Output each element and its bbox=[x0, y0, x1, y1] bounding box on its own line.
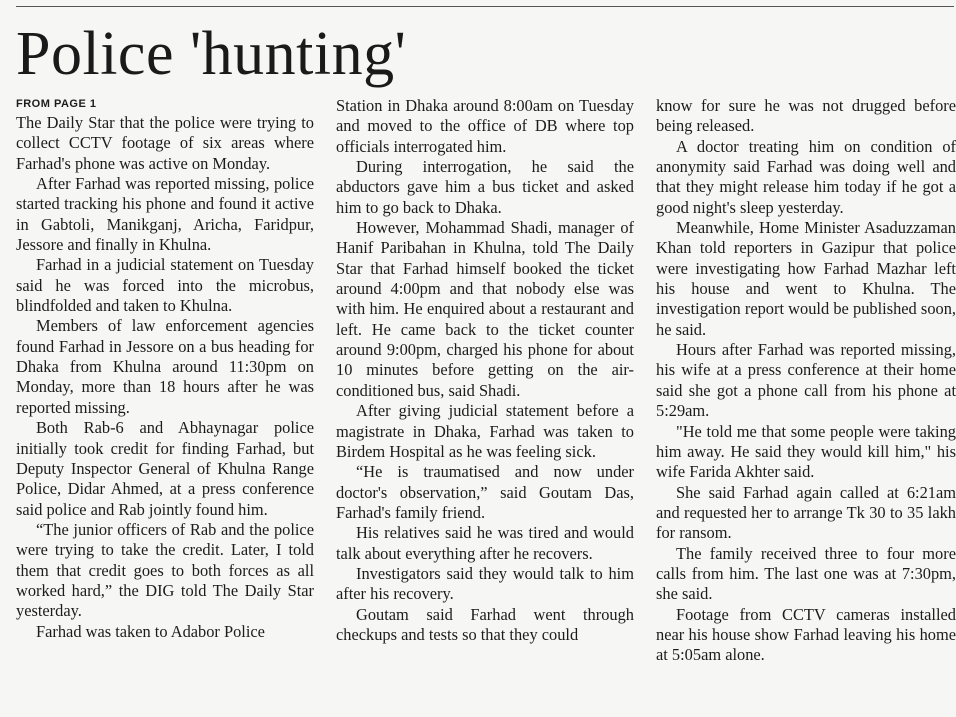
paragraph: Farhad in a judicial statement on Tuesday said he was forced into the microbus, blindfolded and taken to Khulna. bbox=[16, 255, 314, 316]
paragraph: Station in Dhaka around 8:00am on Tuesday and moved to the office of DB where top officials interrogated him. bbox=[336, 96, 634, 156]
paragraph: Members of law enforcement agencies found Farhad in Jessore on a bus heading for Dhaka from Khulna around 11:30pm on Monday, more than 18 hours after he was reported missing. bbox=[16, 316, 314, 417]
paragraph: Farhad was taken to Adabor Police bbox=[36, 621, 265, 641]
paragraph: Hours after Farhad was reported missing, his wife at a press conference at their home said she got a phone call from his phone at 5:29am. bbox=[656, 340, 956, 421]
column-3 bbox=[656, 96, 956, 717]
paragraph: “The junior officers of Rab and the police were trying to take the credit. Later, I told them that credit goes to both forces as all worked hard,” the DIG told The Daily Star yesterday. bbox=[16, 519, 314, 621]
paragraph: The family received three to four more calls from him. The last one was at 7:30pm, she said. bbox=[656, 543, 956, 604]
paragraph: Meanwhile, Home Minister Asaduzzaman Khan told reporters in Gazipur that police were investigating how Farhad Mazhar left his house and went to Khulna. The investigation report would be published soon, he said. bbox=[656, 218, 956, 339]
paragraph: Goutam said Farhad went through checkups and tests so that they could bbox=[336, 604, 634, 644]
paragraph: The Daily Star that the police were trying to collect CCTV footage of six areas where Farhad's phone was active on Monday. bbox=[16, 113, 314, 173]
paragraph: know for sure he was not drugged before being released. bbox=[656, 96, 956, 136]
column-2 bbox=[336, 96, 634, 717]
paragraph: A doctor treating him on condition of anonymity said Farhad was doing well and that they might release him today if he got a good night's sleep yesterday. bbox=[656, 136, 956, 217]
paragraph: His relatives said he was tired and would talk about everything after he recovers. bbox=[336, 523, 634, 563]
paragraph: “He is traumatised and now under doctor's observation,” said Goutam Das, Farhad's family friend. bbox=[336, 462, 634, 522]
top-rule bbox=[16, 6, 954, 7]
paragraph: Investigators said they would talk to him after his recovery. bbox=[336, 563, 634, 604]
paragraph: Both Rab-6 and Abhaynagar police initially took credit for finding Farhad, but Deputy Inspector General of Khulna Range Police, Didar Ahmed, at a press conference said police and Rab jointly found him. bbox=[16, 418, 314, 519]
paragraph: She said Farhad again called at 6:21am and requested her to arrange Tk 30 to 35 lakh for ransom. bbox=[656, 482, 956, 543]
headline: Police 'hunting' bbox=[16, 20, 407, 88]
paragraph: However, Mohammad Shadi, manager of Hanif Paribahan in Khulna, told The Daily Star that Farhad himself booked the ticket around 4:00pm and that nobody else was with him. He enquired about a restaurant and left. He came back to the ticket counter around 9:00pm, charged his phone for about 10 minutes before getting on the air-conditioned bus, said Shadi. bbox=[336, 218, 634, 400]
paragraph: After Farhad was reported missing, police started tracking his phone and found it active in Gabtoli, Manikganj, Aricha, Faridpur, Jessore and finally in Khulna. bbox=[16, 174, 314, 255]
continuation-kicker: FROM PAGE 1 bbox=[16, 98, 97, 110]
paragraph: Footage from CCTV cameras installed near his house show Farhad leaving his home at 5:05am alone. bbox=[656, 604, 956, 665]
paragraph: "He told me that some people were taking him away. He said they would kill him," his wife Farida Akhter said. bbox=[656, 421, 956, 482]
paragraph: During interrogation, he said the abductors gave him a bus ticket and asked him to go back to Dhaka. bbox=[336, 157, 634, 217]
paragraph: After giving judicial statement before a magistrate in Dhaka, Farhad was taken to Birdem Hospital as he was feeling sick. bbox=[336, 401, 634, 461]
column-1 bbox=[16, 95, 314, 716]
